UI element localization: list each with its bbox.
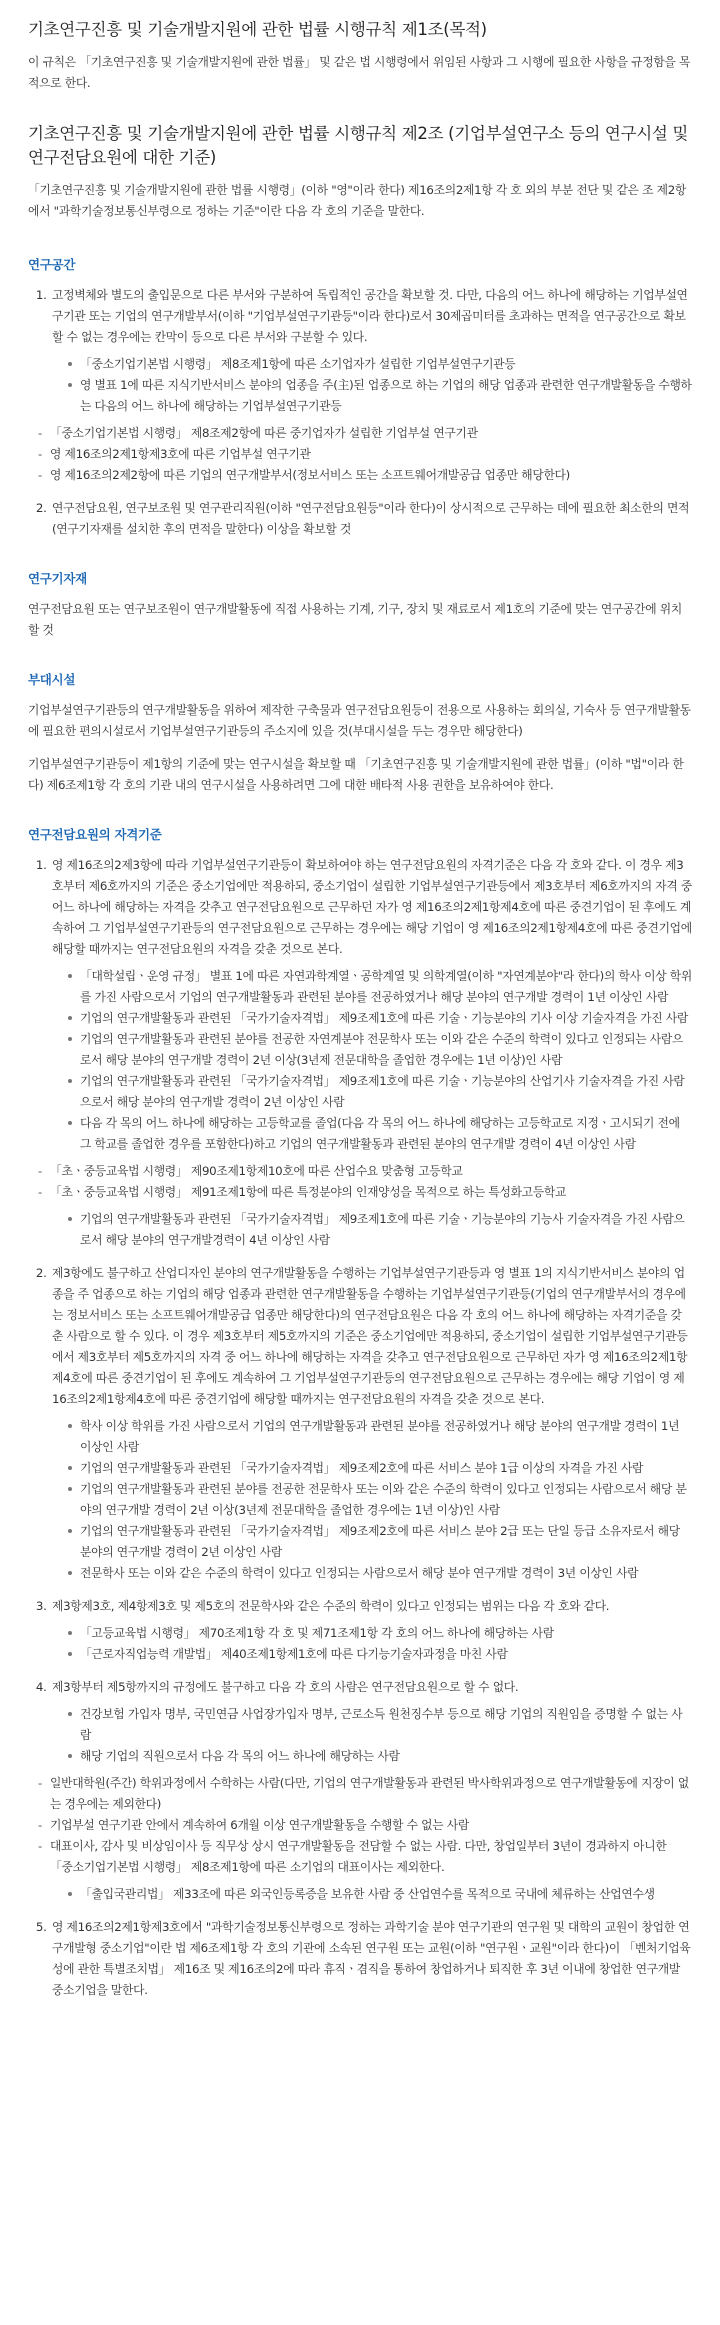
list-item-text: 영 제16조의2제1항제3호에서 "과학기술정보통신부령으로 정하는 과학기술 분야 연구기관의 연구원 및 대학의 교원이 창업한 연구개발형 중소기업"이란 법 제6조제1항 각 호의 기관에 소속된 연구원 또는 교원(이하 "연구원ㆍ교원"이라 한다)이 「벤처기업육성에 관한 특별조치법」 제16조 및 제16조의2에 따라 휴직ㆍ겸직을 통하여 창업하거나 퇴직한 후 3년 이내에 창업한 연구개발 중소기업을 말한다. xyxy=(52,1920,691,1997)
list-item-text: 연구전담요원, 연구보조원 및 연구관리직원(이하 "연구전담요원등"이라 한다)이 상시적으로 근무하는 데에 필요한 최소한의 면적(연구기자재를 설치한 후의 면적을 말한다) 이상을 확보할 것 xyxy=(52,501,690,536)
section-heading: 부대시설 xyxy=(28,672,76,687)
dash-list xyxy=(38,1161,692,1203)
section-research-space xyxy=(28,254,692,540)
bullet-item: 영 별표 1에 따른 지식기반서비스 분야의 업종을 주(主)된 업종으로 하는 기업의 해당 업종과 관련한 연구개발활동을 수행하는 다음의 어느 하나에 해당하는 기업부설연구기관등 xyxy=(68,375,692,417)
paragraph: 기업부설연구기관등이 제1항의 기준에 맞는 연구시설을 확보할 때 「기초연구진흥 및 기술개발지원에 관한 법률」(이하 "법"이라 한다) 제6조제1항 각 호의 기관 내의 연구시설을 사용하려면 그에 대한 배타적 사용 권한을 보유하여야 한다. xyxy=(28,757,684,792)
article-2 xyxy=(28,122,692,2001)
article-2-title: 기초연구진흥 및 기술개발지원에 관한 법률 시행규칙 제2조 (기업부설연구소 등의 연구시설 및 연구전담요원에 대한 기준) xyxy=(28,124,689,167)
list-item xyxy=(50,1677,692,1905)
section-heading: 연구전담요원의 자격기준 xyxy=(28,827,162,842)
list-item-text: 제3항부터 제5항까지의 규정에도 불구하고 다음 각 호의 사람은 연구전담요원으로 할 수 없다. xyxy=(52,1680,519,1694)
list-item xyxy=(50,285,692,486)
dash-item: - 일반대학원(주간) 학위과정에서 수학하는 사람(다만, 기업의 연구개발활동과 관련된 박사학위과정으로 연구개발활동에 지장이 없는 경우에는 제외한다) xyxy=(38,1773,692,1815)
numbered-list xyxy=(28,855,692,2001)
bullet-item: 다음 각 목의 어느 하나에 해당하는 고등학교를 졸업(다음 각 목의 어느 하나에 해당하는 고등학교로 지정ㆍ고시되기 전에 그 학교를 졸업한 경우를 포함한다)하고 기업의 연구개발활동과 관련된 분야의 연구개발 경력이 4년 이상인 사람 xyxy=(68,1113,692,1155)
list-item-text: 영 제16조의2제3항에 따라 기업부설연구기관등이 확보하여야 하는 연구전담요원의 자격기준은 다음 각 호와 같다. 이 경우 제3호부터 제6호까지의 기준은 중소기업에만 적용하되, 중소기업이 설립한 기업부설연구기관등에서 제3호부터 제6호까지의 자격 중 어느 하나에 해당하는 자격을 갖추고 연구전담요원으로 근무하던 자가 영 제16조의2제1항제4호에 따른 중견기업이 된 후에도 계속하여 그 기업부설연구기관등의 연구전담요원으로 근무하는 경우에는 해당 기업이 영 제16조의2제1항제4호에 따른 중견기업에 해당할 때까지는 연구전담요원의 자격을 갖춘 것으로 본다. xyxy=(52,858,693,956)
article-1-title: 기초연구진흥 및 기술개발지원에 관한 법률 시행규칙 제1조(목적) xyxy=(28,20,487,39)
list-item-text: 제3항제3호, 제4항제3호 및 제5호의 전문학사와 같은 수준의 학력이 있다고 인정되는 범위는 다음 각 호와 같다. xyxy=(52,1599,610,1613)
bullet-list xyxy=(52,1623,692,1665)
section-heading: 연구기자재 xyxy=(28,571,87,586)
list-item xyxy=(50,1263,692,1584)
paragraph: 기업부설연구기관등의 연구개발활동을 위하여 제작한 구축물과 연구전담요원등이 전용으로 사용하는 회의실, 기숙사 등 연구개발활동에 필요한 편의시설로서 기업부설연구기관등의 주소지에 있을 것(부대시설을 두는 경우만 해당한다) xyxy=(28,703,691,738)
bullet-list xyxy=(52,1884,692,1905)
article-1 xyxy=(28,18,692,94)
dash-item: - 기업부설 연구기관 안에서 계속하여 6개월 이상 연구개발활동을 수행할 수 없는 사람 xyxy=(38,1815,692,1836)
numbered-list xyxy=(28,285,692,540)
dash-item: - 「중소기업기본법 시행령」 제8조제2항에 따른 중기업자가 설립한 기업부설 연구기관 xyxy=(38,423,692,444)
list-item xyxy=(50,855,692,1251)
dash-item: - 영 제16조의2제1항제3호에 따른 기업부설 연구기관 xyxy=(38,444,692,465)
bullet-list xyxy=(52,1704,692,1767)
bullet-item: 건강보험 가입자 명부, 국민연금 사업장가입자 명부, 근로소득 원천징수부 등으로 해당 기업의 직원임을 증명할 수 없는 사람 xyxy=(68,1704,692,1746)
dash-item: - 영 제16조의2제2항에 따른 기업의 연구개발부서(정보서비스 또는 소프트웨어개발공급 업종만 해당한다) xyxy=(38,465,692,486)
list-item xyxy=(50,1917,692,2001)
bullet-list xyxy=(52,354,692,417)
article-2-intro: 「기초연구진흥 및 기술개발지원에 관한 법률 시행령」(이하 "영"이라 한다) 제16조의2제1항 각 호 외의 부분 전단 및 같은 조 제2항에서 "과학기술정보통신부령으로 정하는 기준"이란 다음 각 호의 기준을 말한다. xyxy=(28,183,687,218)
dash-list xyxy=(38,1773,692,1878)
bullet-item: 「근로자직업능력 개발법」 제40조제1항제1호에 따른 다기능기술자과정을 마친 사람 xyxy=(68,1644,692,1665)
section-heading: 연구공간 xyxy=(28,257,76,272)
bullet-item: 기업의 연구개발활동과 관련된 분야를 전공한 자연계분야 전문학사 또는 이와 같은 수준의 학력이 있다고 인정되는 사람으로서 해당 분야의 연구개발 경력이 2년 이상(3년제 전문대학을 졸업한 경우에는 1년 이상)인 사람 xyxy=(68,1029,692,1071)
bullet-list xyxy=(52,1209,692,1251)
section-research-equipment xyxy=(28,568,692,641)
bullet-item: 「중소기업기본법 시행령」 제8조제1항에 따른 소기업자가 설립한 기업부설연구기관등 xyxy=(68,354,692,375)
list-item-text: 제3항에도 불구하고 산업디자인 분야의 연구개발활동을 수행하는 기업부설연구기관등과 영 별표 1의 지식기반서비스 분야의 업종을 주 업종으로 하는 기업의 해당 업종과 관련한 연구개발활동을 수행하는 기업부설연구기관등(기업의 연구개발부서의 경우에는 정보서비스 또는 소프트웨어개발공급 업종만 해당한다)의 연구전담요원은 다음 각 호의 어느 하나에 해당하는 자격기준을 갖춘 사람으로 할 수 있다. 이 경우 제3호부터 제5호까지의 기준은 중소기업에만 적용하되, 중소기업이 설립한 기업부설연구기관등에서 제3호부터 제5호까지의 자격 중 어느 하나에 해당하는 자격을 갖추고 연구전담요원으로 근무하던 자가 영 제16조의2제1항제4호에 따른 중견기업이 된 후에도 계속하여 그 기업부설연구기관등의 연구전담요원으로 근무하는 경우에는 해당 기업이 영 제16조의2제1항제4호에 따른 중견기업에 해당할 때까지는 연구전담요원의 자격을 갖춘 것으로 본다. xyxy=(52,1266,688,1406)
bullet-item: 기업의 연구개발활동과 관련된 「국가기술자격법」 제9조제1호에 따른 기술ㆍ기능분야의 산업기사 기술자격을 가진 사람으로서 해당 분야의 연구개발 경력이 2년 이상인 사람 xyxy=(68,1071,692,1113)
bullet-item: 기업의 연구개발활동과 관련된 분야를 전공한 전문학사 또는 이와 같은 수준의 학력이 있다고 인정되는 사람으로서 해당 분야의 연구개발 경력이 2년 이상(3년제 전문대학을 졸업한 경우에는 1년 이상)인 사람 xyxy=(68,1479,692,1521)
list-item xyxy=(50,498,692,540)
dash-item: - 「초ㆍ중등교육법 시행령」 제91조제1항에 따른 특정분야의 인재양성을 목적으로 하는 특성화고등학교 xyxy=(38,1182,692,1203)
bullet-list xyxy=(52,1416,692,1584)
bullet-item: 기업의 연구개발활동과 관련된 「국가기술자격법」 제9조제1호에 따른 기술ㆍ기능분야의 기능사 기술자격을 가진 사람으로서 해당 분야의 연구개발경력이 4년 이상인 사람 xyxy=(68,1209,692,1251)
paragraph: 연구전담요원 또는 연구보조원이 연구개발활동에 직접 사용하는 기계, 기구, 장치 및 재료로서 제1호의 기준에 맞는 연구공간에 위치할 것 xyxy=(28,602,682,637)
section-auxiliary-facilities xyxy=(28,669,692,796)
bullet-list xyxy=(52,966,692,1155)
bullet-item: 기업의 연구개발활동과 관련된 「국가기술자격법」 제9조제2호에 따른 서비스 분야 1급 이상의 자격을 가진 사람 xyxy=(68,1458,692,1479)
dash-list xyxy=(38,423,692,486)
bullet-item: 「대학설립ㆍ운영 규정」 별표 1에 따른 자연과학계열ㆍ공학계열 및 의학계열(이하 "자연계분야"라 한다)의 학사 이상 학위를 가진 사람으로서 기업의 연구개발활동과 관련된 분야를 전공하였거나 해당 분야의 연구개발 경력이 1년 이상인 사람 xyxy=(68,966,692,1008)
bullet-item: 기업의 연구개발활동과 관련된 「국가기술자격법」 제9조제1호에 따른 기술ㆍ기능분야의 기사 이상 기술자격을 가진 사람 xyxy=(68,1008,692,1029)
article-1-body: 이 규칙은 「기초연구진흥 및 기술개발지원에 관한 법률」 및 같은 법 시행령에서 위임된 사항과 그 시행에 필요한 사항을 규정함을 목적으로 한다. xyxy=(28,55,691,90)
section-researcher-qualifications xyxy=(28,824,692,2001)
dash-item: - 「초ㆍ중등교육법 시행령」 제90조제1항제10호에 따른 산업수요 맞춤형 고등학교 xyxy=(38,1161,692,1182)
list-item xyxy=(50,1596,692,1665)
bullet-item: 「출입국관리법」 제33조에 따른 외국인등록증을 보유한 사람 중 산업연수를 목적으로 국내에 체류하는 산업연수생 xyxy=(68,1884,692,1905)
bullet-item: 「고등교육법 시행령」 제70조제1항 각 호 및 제71조제1항 각 호의 어느 하나에 해당하는 사람 xyxy=(68,1623,692,1644)
bullet-item: 기업의 연구개발활동과 관련된 「국가기술자격법」 제9조제2호에 따른 서비스 분야 2급 또는 단일 등급 소유자로서 해당 분야의 연구개발 경력이 2년 이상인 사람 xyxy=(68,1521,692,1563)
dash-item: - 대표이사, 감사 및 비상임이사 등 직무상 상시 연구개발활동을 전담할 수 없는 사람. 다만, 창업일부터 3년이 경과하지 아니한 「중소기업기본법 시행령」 제8조제1항에 따른 소기업의 대표이사는 제외한다. xyxy=(38,1836,692,1878)
bullet-item: 전문학사 또는 이와 같은 수준의 학력이 있다고 인정되는 사람으로서 해당 분야 연구개발 경력이 3년 이상인 사람 xyxy=(68,1563,692,1584)
bullet-item: 해당 기업의 직원으로서 다음 각 목의 어느 하나에 해당하는 사람 xyxy=(68,1746,692,1767)
list-item-text: 고정벽체와 별도의 출입문으로 다른 부서와 구분하여 독립적인 공간을 확보할 것. 다만, 다음의 어느 하나에 해당하는 기업부설연구기관 또는 기업의 연구개발부서(이하 "기업부설연구기관등"이라 한다)로서 30제곱미터를 초과하는 면적을 연구공간으로 확보할 수 없는 경우에는 칸막이 등으로 다른 부서와 구분할 수 있다. xyxy=(52,288,688,344)
bullet-item: 학사 이상 학위를 가진 사람으로서 기업의 연구개발활동과 관련된 분야를 전공하였거나 해당 분야의 연구개발 경력이 1년 이상인 사람 xyxy=(68,1416,692,1458)
